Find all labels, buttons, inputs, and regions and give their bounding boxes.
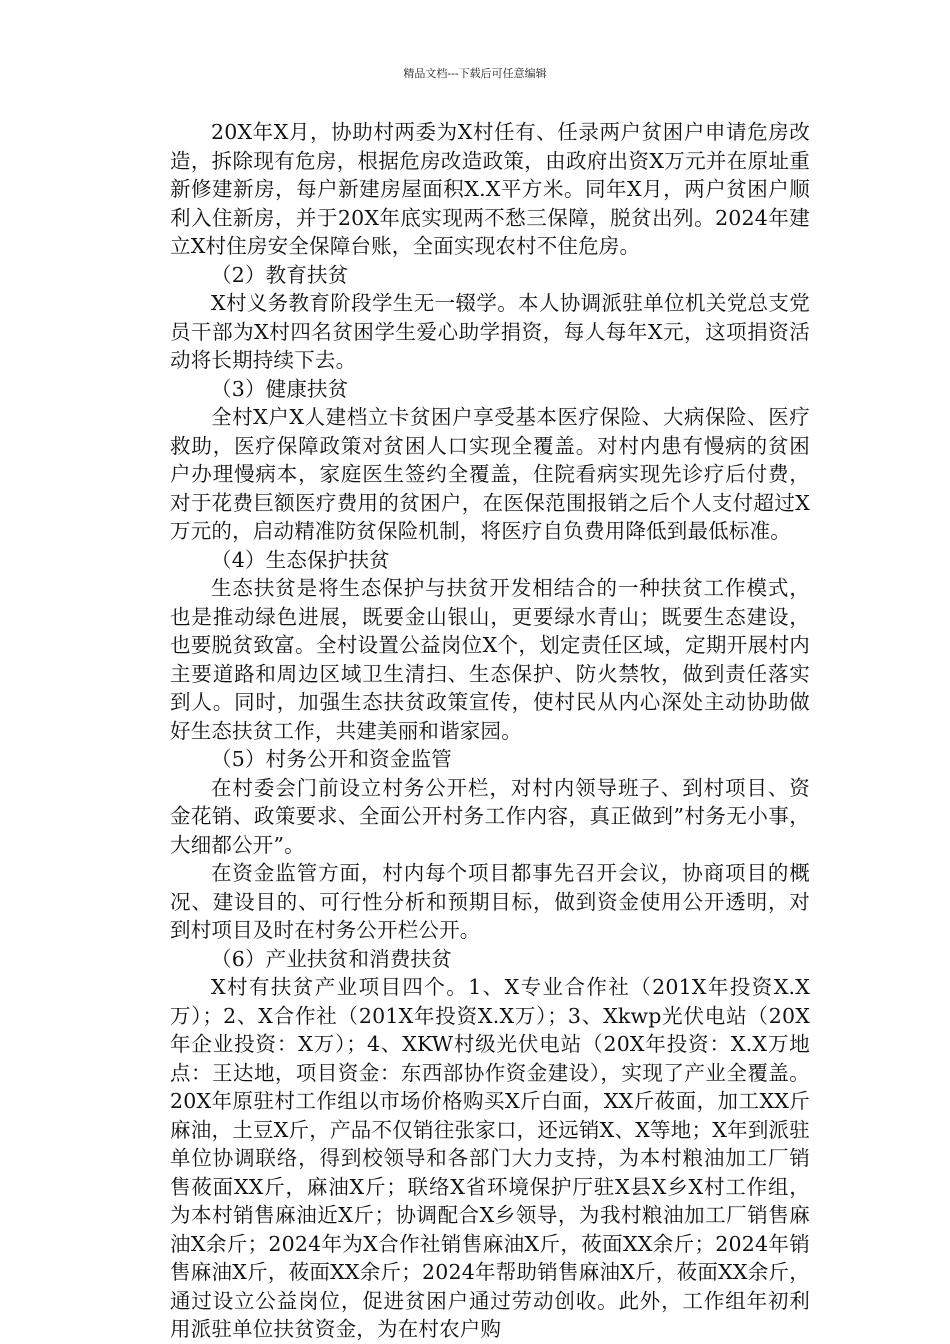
heading-health: （3）健康扶贫 <box>211 376 349 401</box>
paragraph-ecology: 生态扶贫是将生态保护与扶贫开发相结合的一种扶贫工作模式，也是推动绿色进展，既要金山银山，更要绿水青山；既要生态建设，也要脱贫致富。全村设置公益岗位X个，划定责任区域，定期开展村内主要道路和周边区域卫生清扫、生态保护、防火禁牧，做到责任落实到人。同时，加强生态扶贫政策宣传，使村民从内心深处主动协助做好生态扶贫工作，共建美丽和谐家园。 <box>170 576 810 743</box>
heading-education: （2）教育扶贫 <box>211 262 349 287</box>
paragraph-health: 全村X户X人建档立卡贫困户享受基本医疗保险、大病保险、医疗救助，医疗保障政策对贫困人口实现全覆盖。对村内患有慢病的贫困户办理慢病本，家庭医生签约全覆盖，住院看病实现先诊疗后付费，对于花费巨额医疗费用的贫困户，在医保范围报销之后个人支付超过X万元的，启动精准防贫保险机制，将医疗自负费用降低到最低标准。 <box>170 405 810 543</box>
heading-ecology: （4）生态保护扶贫 <box>211 547 390 572</box>
paragraph-industry: X村有扶贫产业项目四个。1、X专业合作社（201X年投资X.X万）；2、X合作社（201X年投资X.X万）；3、Xkwp光伏电站（20X年企业投资：X万）；4、XKW村级光伏电站（20X年投资：X.X万地点：王达地，项目资金：东西部协作资金建设），实现了产业全覆盖。20X年原驻村工作组以市场价格购买X斤白面，XX斤莜面，加工XX斤麻油，土豆X斤，产品不仅销往张家口，还远销X、X等地；X年到派驻单位协调联络，得到校领导和各部门大力支持，为本村粮油加工厂销售莜面XX斤，麻油X斤；联络X省环境保护厅驻X县X乡X村工作组，为本村销售麻油近X斤；协调配合X乡领导，为我村粮油加工厂销售麻油X余斤；2024年为X合作社销售麻油X斤，莜面XX余斤；2024年销售麻油X斤，莜面XX余斤；2024年帮助销售麻油X斤，莜面XX余斤，通过设立公益岗位，促进贫困户通过劳动创收。此外，工作组年初利用派驻单位扶贫资金，为在村农户购 <box>170 975 810 1341</box>
heading-village-affairs: （5）村务公开和资金监管 <box>211 747 452 771</box>
paragraph-fund-supervision: 在资金监管方面，村内每个项目都事先召开会议，协商项目的概况、建设目的、可行性分析和预期目标，做到资金使用公开透明，对到村项目及时在村务公开栏公开。 <box>170 861 810 942</box>
page-header: 精品文档---下载后可任意编辑 <box>403 67 547 80</box>
paragraph-education: X村义务教育阶段学生无一辍学。本人协调派驻单位机关党总支党员干部为X村四名贫困学生爱心助学捐资，每人每年X元，这项捐资活动将长期持续下去。 <box>170 291 810 372</box>
document-body <box>170 118 810 1344</box>
heading-industry: （6）产业扶贫和消费扶贫 <box>211 946 452 971</box>
paragraph-village-affairs: 在村委会门前设立村务公开栏，对村内领导班子、到村项目、资金花销、政策要求、全面公开村务工作内容，真正做到”村务无小事，大细都公开”。 <box>170 775 810 857</box>
paragraph-housing-renovation: 20X年X月，协助村两委为X村任有、任录两户贫困户申请危房改造，拆除现有危房，根据危房改造政策，由政府出资X万元并在原址重新修建新房，每户新建房屋面积X.X平方米。同年X月，两户贫困户顺利入住新房，并于20X年底实现两不愁三保障，脱贫出列。2024年建立X村住房安全保障台账，全面实现农村不住危房。 <box>170 120 810 258</box>
